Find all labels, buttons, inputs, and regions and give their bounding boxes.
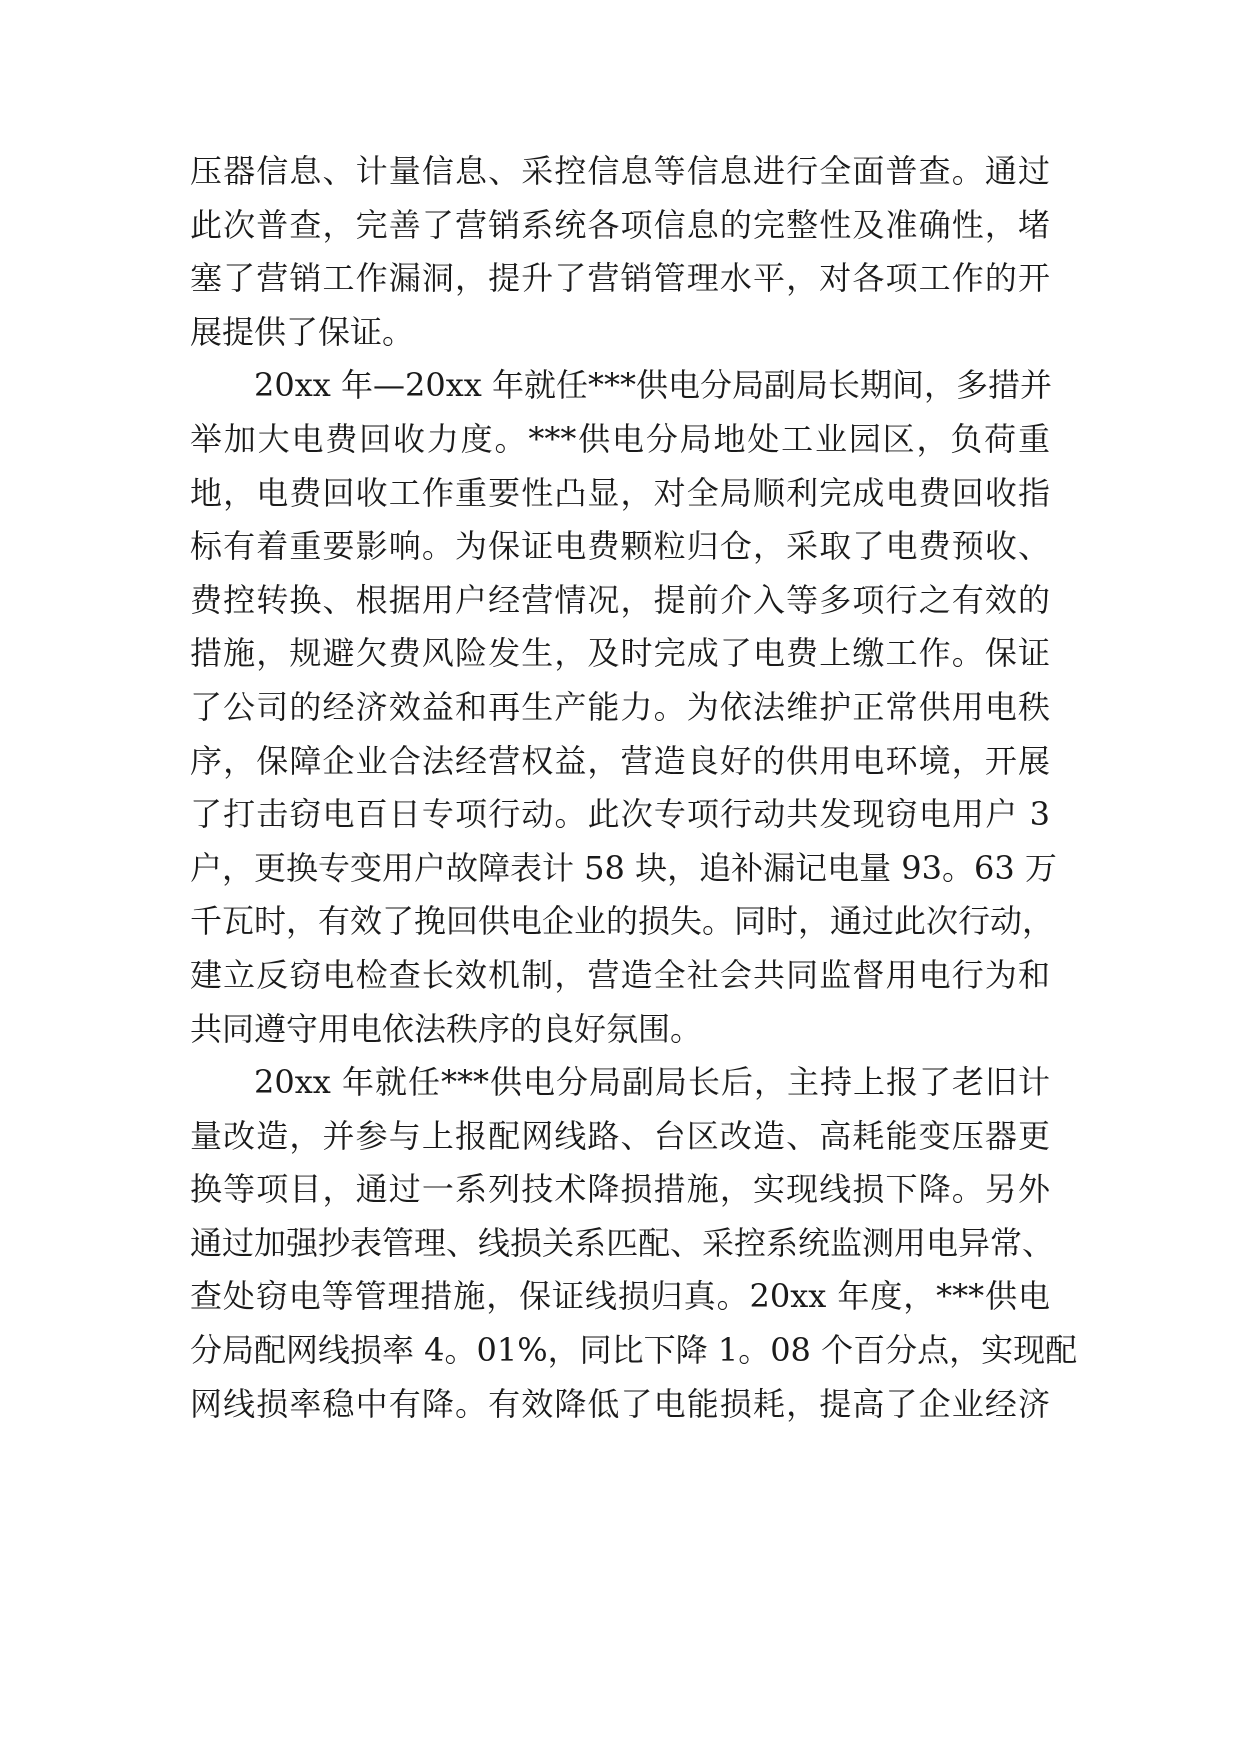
text-line: 措施，规避欠费风险发生，及时完成了电费上缴工作。保证 — [190, 634, 1050, 673]
text-line: 费控转换、根据用户经营情况，提前介入等多项行之有效的 — [190, 580, 1050, 619]
text-line: 千瓦时，有效了挽回供电企业的损失。同时，通过此次行动， — [190, 902, 1055, 941]
text-line: 共同遵守用电依法秩序的良好氛围。 — [190, 1009, 703, 1048]
text-line: 塞了营销工作漏洞，提升了营销管理水平，对各项工作的开 — [190, 259, 1050, 298]
text-line: 举加大电费回收力度。***供电分局地处工业园区，负荷重 — [190, 419, 1050, 458]
text-line: 网线损率稳中有降。有效降低了电能损耗，提高了企业经济 — [190, 1384, 1050, 1423]
text-line: 地，电费回收工作重要性凸显，对全局顺利完成电费回收指 — [190, 473, 1050, 512]
paragraph-first-line: 20xx 年就任***供电分局副局长后，主持上报了老旧计 — [254, 1063, 1050, 1102]
text-line: 了打击窃电百日专项行动。此次专项行动共发现窃电用户 3 — [190, 795, 1050, 834]
text-line: 户，更换专变用户故障表计 58 块，追补漏记电量 93。63 万 — [190, 848, 1057, 887]
paragraph-first-line: 20xx 年—20xx 年就任***供电分局副局长期间，多措并 — [254, 366, 1052, 405]
text-line: 了公司的经济效益和再生产能力。为依法维护正常供用电秩 — [190, 687, 1050, 726]
text-line: 换等项目，通过一系列技术降损措施，实现线损下降。另外 — [190, 1170, 1050, 1209]
document-body — [190, 145, 1078, 1431]
text-line: 分局配网线损率 4。01%，同比下降 1。08 个百分点，实现配 — [190, 1331, 1078, 1370]
text-line: 标有着重要影响。为保证电费颗粒归仓，采取了电费预收、 — [190, 527, 1050, 566]
text-line: 查处窃电等管理措施，保证线损归真。20xx 年度，***供电 — [190, 1277, 1050, 1316]
text-line: 通过加强抄表管理、线损关系匹配、采控系统监测用电异常、 — [190, 1223, 1055, 1262]
text-line: 序，保障企业合法经营权益，营造良好的供用电环境，开展 — [190, 741, 1050, 780]
text-line: 量改造，并参与上报配网线路、台区改造、高耗能变压器更 — [190, 1116, 1050, 1155]
text-line: 压器信息、计量信息、采控信息等信息进行全面普查。通过 — [190, 152, 1050, 190]
text-line: 展提供了保证。 — [190, 312, 415, 351]
text-line: 此次普查，完善了营销系统各项信息的完整性及准确性，堵 — [190, 205, 1050, 244]
text-line: 建立反窃电检查长效机制，营造全社会共同监督用电行为和 — [190, 955, 1050, 994]
